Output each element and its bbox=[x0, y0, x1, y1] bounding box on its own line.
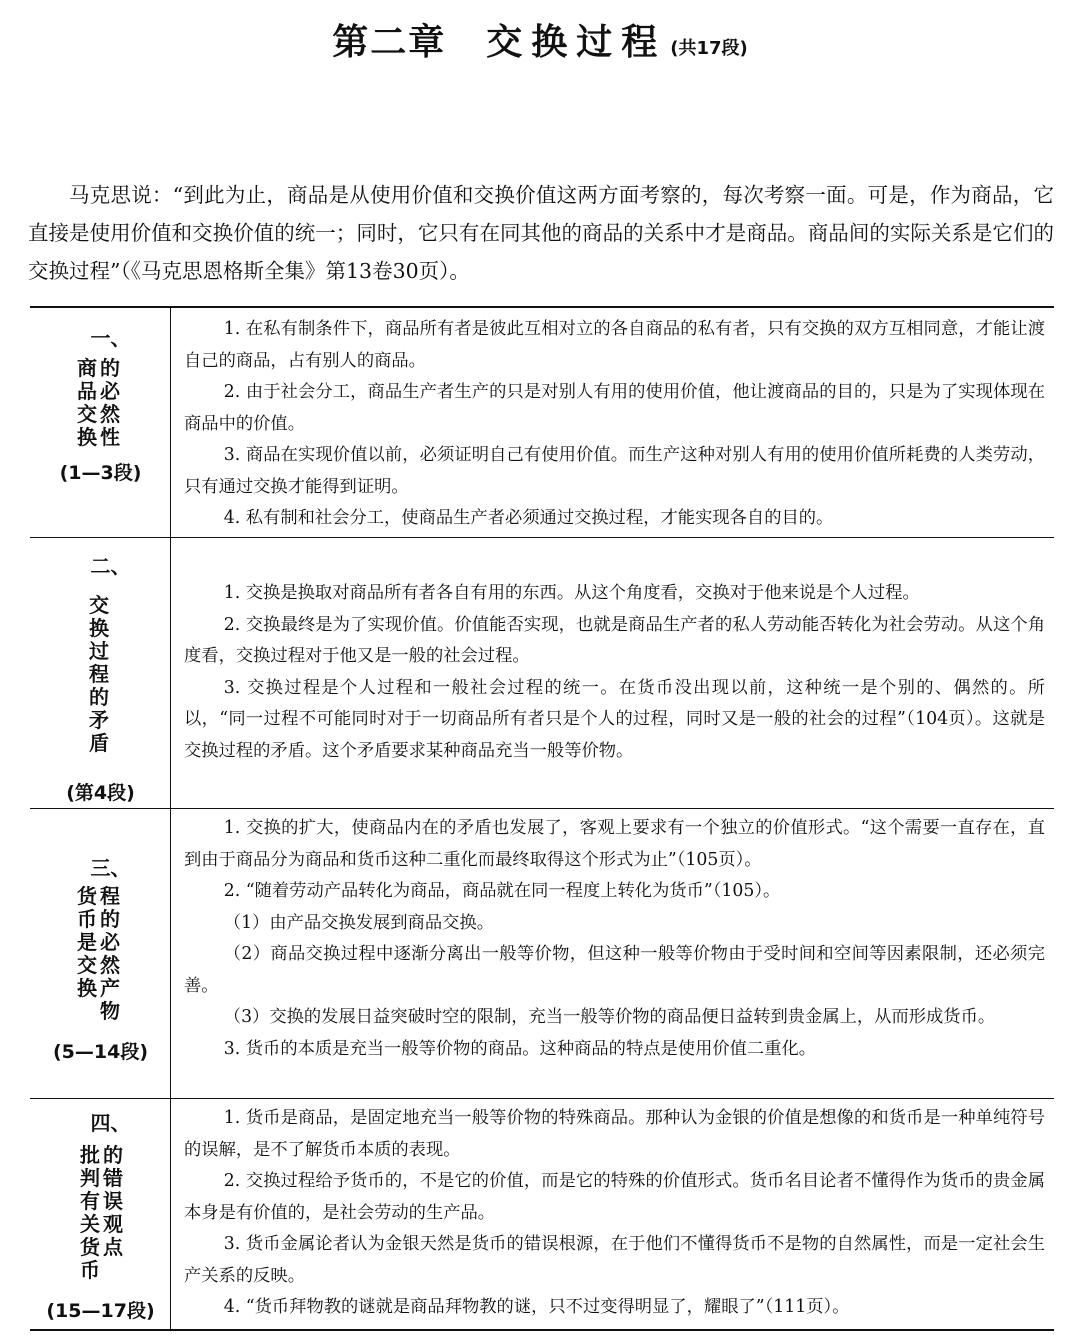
paragraph: 2. 由于社会分工，商品生产者生产的只是对别人有用的使用价值，他让渡商品的目的，只是为了实现体现在商品中的价值。 bbox=[184, 382, 1045, 434]
section-3 bbox=[30, 808, 1054, 1098]
section-1-title-col: 商 品 交 换 bbox=[77, 356, 97, 449]
paragraph: 3. 商品在实现价值以前，必须证明自己有使用价值。而生产这种对别人有用的使用价值所耗费的人类劳动，只有通过交换才能得到证明。 bbox=[184, 445, 1045, 497]
section-4-content bbox=[171, 1099, 1054, 1331]
section-2-title-col: 交 换 过 程 的 矛 盾 bbox=[89, 593, 109, 755]
section-3-number: 三、 bbox=[90, 856, 131, 880]
paragraph: 1. 交换是换取对商品所有者各自有用的东西。从这个角度看，交换对于他来说是个人过程。 bbox=[223, 583, 920, 603]
section-4-title-col: 批 判 有 关 货 币 bbox=[80, 1143, 100, 1282]
chapter-title bbox=[0, 14, 1080, 65]
paragraph: 3. 交换过程是个人过程和一般社会过程的统一。在货币没出现以前，这种统一是个别的、偶然的。所以，“同一过程不可能同时对于一切商品所有者只是个人的过程，同时又是一般的社会的过程”（104页）。这就是交换过程的矛盾。这个矛盾要求某种商品充当一般等价物。 bbox=[184, 677, 1045, 761]
paragraph: 1. 在私有制条件下，商品所有者是彼此互相对立的各自商品的私有者，只有交换的双方互相同意，才能让渡自己的商品，占有别人的商品。 bbox=[184, 319, 1045, 371]
paragraph: 1. 交换的扩大，使商品内在的矛盾也发展了，客观上要求有一个独立的价值形式。“这个需要一直存在，直到由于商品分为商品和货币这种二重化而最终取得这个形式为止”（105页）。 bbox=[184, 818, 1045, 870]
section-1-content bbox=[171, 308, 1054, 537]
section-2 bbox=[30, 537, 1054, 808]
section-1-number: 一、 bbox=[90, 326, 131, 350]
section-4-title bbox=[80, 1144, 123, 1282]
section-3-title-col: 货 币 是 交 换 bbox=[77, 884, 97, 1000]
paragraph: （3）交换的发展日益突破时空的限制，充当一般等价物的商品便日益转到贵金属上，从而形成货币。 bbox=[223, 1007, 996, 1027]
section-3-title-col: 程 的 必 然 产 物 bbox=[100, 884, 120, 1023]
section-1-range: (1—3段) bbox=[59, 462, 142, 484]
section-4-heading bbox=[30, 1099, 171, 1331]
paragraph: 3. 货币的本质是充当一般等价物的商品。这种商品的特点是使用价值二重化。 bbox=[223, 1038, 817, 1059]
section-4-range: (15—17段) bbox=[46, 1300, 155, 1322]
paragraph: 4. 私有制和社会分工，使商品生产者必须通过交换过程，才能实现各自的目的。 bbox=[223, 508, 834, 528]
section-2-heading bbox=[30, 538, 171, 808]
section-3-range: (5—14段) bbox=[52, 1041, 149, 1063]
paragraph: 4. “货币拜物教的谜就是商品拜物教的谜，只不过变得明显了，耀眼了”（111页）。 bbox=[223, 1297, 850, 1317]
paragraph: 3. 货币金属论者认为金银天然是货币的错误根源，在于他们不懂得货币不是物的自然属性，而是一定社会生产关系的反映。 bbox=[184, 1234, 1045, 1286]
section-1-heading bbox=[30, 308, 171, 537]
section-2-title bbox=[89, 594, 109, 755]
section-1-title-col: 的 必 然 性 bbox=[100, 356, 120, 449]
section-3-content bbox=[171, 809, 1054, 1098]
section-4-number: 四、 bbox=[90, 1111, 131, 1135]
paragraph: 1. 货币是商品，是固定地充当一般等价物的特殊商品。那种认为金银的价值是想像的和货币是一种单纯符号的误解，是不了解货币本质的表现。 bbox=[184, 1108, 1045, 1160]
intro-paragraph: 马克思说：“到此为止，商品是从使用价值和交换价值这两方面考察的，每次考察一面。可是，作为商品，它直接是使用价值和交换价值的统一；同时，它只有在同其他的商品的关系中才是商品。商品间的实际关系是它们的交换过程”（《马克思恩格斯全集》第13卷30页）。 bbox=[28, 183, 1054, 283]
section-2-number: 二、 bbox=[90, 554, 131, 578]
section-1 bbox=[30, 308, 1054, 537]
outline-table bbox=[30, 306, 1054, 1331]
paragraph: （2）商品交换过程中逐渐分离出一般等价物，但这种一般等价物由于受时间和空间等因素限制，还必须完善。 bbox=[184, 944, 1045, 996]
section-2-range: (第4段) bbox=[66, 782, 135, 804]
paragraph: （1）由产品交换发展到商品交换。 bbox=[223, 912, 494, 933]
section-2-content bbox=[171, 538, 1054, 808]
section-4 bbox=[30, 1098, 1054, 1331]
section-3-heading bbox=[30, 809, 171, 1098]
chapter-title-prefix: 第二章 bbox=[332, 22, 447, 63]
chapter-title-main: 交换过程 bbox=[486, 22, 667, 63]
paragraph: 2. 交换过程给予货币的，不是它的价值，而是它的特殊的价值形式。货币名目论者不懂得作为货币的贵金属本身是有价值的，是社会劳动的生产品。 bbox=[184, 1171, 1045, 1223]
chapter-note: (共17段) bbox=[670, 38, 748, 59]
paragraph: 2. “随着劳动产品转化为商品，商品就在同一程度上转化为货币”（105）。 bbox=[223, 881, 781, 901]
section-4-title-col: 的 错 误 观 点 bbox=[103, 1143, 123, 1259]
section-1-title bbox=[77, 357, 120, 449]
section-3-title bbox=[77, 885, 120, 1023]
paragraph: 2. 交换最终是为了实现价值。价值能否实现，也就是商品生产者的私人劳动能否转化为社会劳动。从这个角度看，交换过程对于他又是一般的社会过程。 bbox=[184, 614, 1045, 666]
